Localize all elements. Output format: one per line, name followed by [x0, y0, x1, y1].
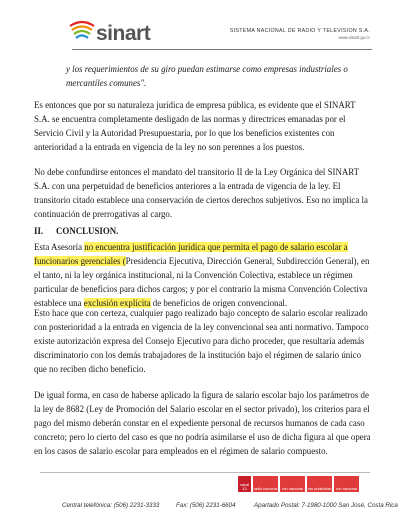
section-number: II. — [34, 226, 44, 236]
org-website: www.sinart.go.cr — [338, 34, 370, 40]
section-title: CONCLUSION. — [56, 226, 119, 236]
footer-fax: Fax: (506) 2231-6604 — [176, 502, 236, 509]
org-name-text: SISTEMA NACIONAL DE RADIO Y TELEVISION S.A. — [229, 28, 370, 34]
highlighted-text: no encuentra justificación jurídica que permita el pago de salario escolar a — [84, 242, 348, 252]
header-rule — [72, 49, 372, 50]
paragraph-4: Esto hace que con certeza, cualquier pago realizado bajo concepto de salario escolar realizado con posterioridad a la entrada en vigencia de la ley convencional sea anti normativo. Tampoco existe autorización expresa del Consejo Ejecutivo para dicho proceder, que resultaría además discriminatorio con los demás trabajadores de la institución bajo el régimen de salario único que no reciben dicho beneficio. — [34, 308, 369, 374]
letterhead — [0, 0, 400, 50]
quote-continuation: y los requerimientos de su giro puedan estimarse como empresas industriales o mercantiles comunes". — [66, 64, 348, 88]
channel-logo: rdn nacional — [280, 476, 305, 492]
channel-logos — [238, 476, 359, 492]
highlighted-text: exclusión explícita — [83, 298, 151, 308]
text-run: Presidencia Ejecutiva, Dirección General, Subdirección General — [125, 256, 354, 266]
footer-address: Apartado Postal: 7-1980-1000 San José, Costa Rica — [254, 502, 398, 509]
footer-phone: Central telefónica: (506) 2231-3333 — [62, 502, 160, 509]
text-run: Esta Asesoría — [34, 242, 85, 252]
channel-logo: rdn nacional — [334, 476, 359, 492]
channel-logo: rdn publicidad — [307, 476, 332, 492]
paragraph-5: De igual forma, en caso de haberse aplicado la figura de salario escolar bajo los parámetros de la ley de 8682 (Ley de Promoción del Salario escolar en el sector privado), los criterios para el pago del mismo deberán constar en el expediente personal de recursos humanos de cada caso concreto; pero lo cierto del caso es que no podría asimilarse el uso de dicha figura al que opera en los casos de salario escolar para empleados en el régimen de salario compuesto. — [34, 390, 371, 456]
footer-rule — [40, 472, 370, 473]
org-name — [230, 28, 370, 40]
logo-wordmark: sinart — [96, 22, 151, 45]
paragraph-1: Es entonces que por su naturaleza jurídica de empresa pública, es evidente que el SINART S.A. se encuentra completamente desligado de las normas y directrices emanadas por el Servicio Civil y la Autoridad Presupuestaria, por lo que los beneficios existentes con anterioridad a la entrada en vigencia de la ley no son perennes a los puestos. — [34, 100, 356, 152]
text-run: ), en el tanto, ni la ley orgánica institucional, ni la Convención Colectiva, establece un régimen particular de beneficios para dichos cargos; y por el contrario la misma Convención Colectiva establece una — [34, 256, 370, 308]
channel-logo: canal 13 — [238, 476, 251, 492]
section-heading — [34, 226, 118, 236]
text-run: de beneficios de origen convencional. — [150, 298, 288, 308]
sinart-logo-icon — [68, 20, 96, 42]
paragraph-conclusion — [34, 240, 371, 310]
highlighted-text: funcionarios gerenciales ( — [34, 256, 126, 266]
channel-logo: radio nacional — [253, 476, 278, 492]
paragraph-2: No debe confundirse entonces el mandato del transitorio II de la Ley Orgánica del SINART S.A. con una perpetuidad de beneficios anteriores a la entrada de vigencia de la ley. El transitorio citado establece una conservación de ciertos derechos subjetivos. Eso no implica la continuación de prerrogativas al cargo. — [34, 167, 368, 219]
